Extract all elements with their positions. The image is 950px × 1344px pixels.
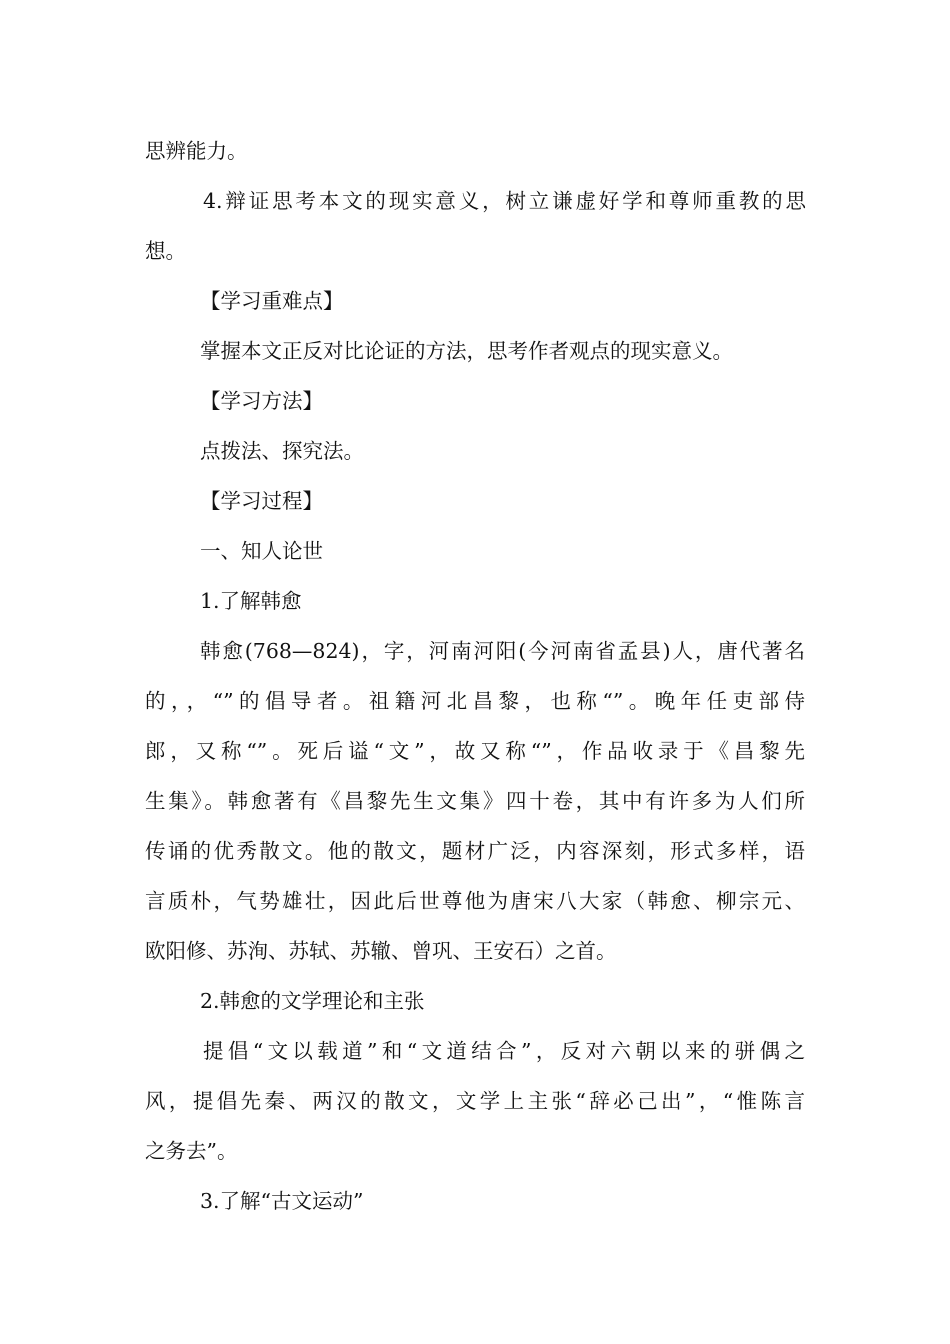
- text-line: 掌握本文正反对比论证的方法，思考作者观点的现实意义。: [200, 339, 733, 363]
- text-line: 言质朴，气势雄壮，因此后世尊他为唐宋八大家（韩愈、柳宗元、: [145, 889, 805, 913]
- section-heading-process: 【学习过程】: [200, 489, 323, 513]
- text-line: 之务去”。: [145, 1139, 238, 1163]
- section-heading-key-points: 【学习重难点】: [200, 289, 344, 313]
- text-line: 的，，“”的倡导者。祖籍河北昌黎，也称“”。晚年任吏部侍: [145, 689, 805, 713]
- text-line: 生集》。韩愈著有《昌黎先生文集》四十卷，其中有许多为人们所: [145, 789, 805, 813]
- text-line: 提倡“文以载道”和“文道结合”，反对六朝以来的骈偶之: [203, 1039, 805, 1063]
- section-heading-methods: 【学习方法】: [200, 389, 323, 413]
- text-line: 韩愈(768—824)，字，河南河阳(今河南省孟县)人，唐代著名: [200, 639, 805, 663]
- objective-item-4: 4.辩证思考本文的现实意义，树立谦虚好学和尊师重教的思: [203, 189, 806, 213]
- text-line: 点拨法、探究法。: [200, 439, 364, 463]
- text-line: 传诵的优秀散文。他的散文，题材广泛，内容深刻，形式多样，语: [145, 839, 805, 863]
- text-line: 思辨能力。: [145, 139, 248, 163]
- item-heading: 2.韩愈的文学理论和主张: [200, 989, 425, 1013]
- text-line: 郎，又称“”。死后谥“文”，故又称“”，作品收录于《昌黎先: [145, 739, 805, 763]
- text-line: 欧阳修、苏洵、苏轼、苏辙、曾巩、王安石）之首。: [145, 939, 617, 963]
- text-line: 风，提倡先秦、两汉的散文，文学上主张“辞必己出”，“惟陈言: [145, 1089, 805, 1113]
- item-heading: 1.了解韩愈: [200, 589, 302, 613]
- item-heading: 3.了解“古文运动”: [200, 1189, 364, 1213]
- text-line: 想。: [145, 239, 186, 263]
- subsection-heading: 一、知人论世: [200, 539, 323, 563]
